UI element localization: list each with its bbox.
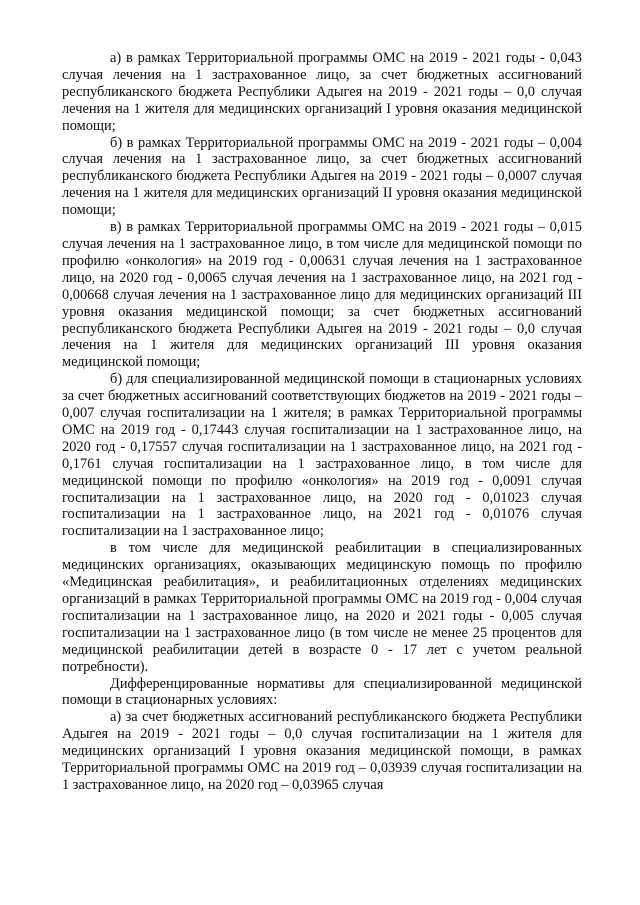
paragraph-v-day-hospital-level-3: в) в рамках Территориальной программы ОМС на 2019 - 2021 годы – 0,015 случая лечения на 1 застрахованное лицо, в том числе для медицинской помощи по профилю «онкология» на 2019 год - 0,00631 случая лечения на 1 застрахованное лицо, на 2020 год - 0,0065 случая лечения на 1 застрахованное лицо, на 2021 год - 0,00668 случая лечения на 1 застрахованное лицо для медицинских организаций III уровня оказания медицинской помощи; за счет бюджетных ассигнований республиканского бюджета Республики Адыгея на 2019 - 2021 годы – 0,0 случая лечения на 1 жителя для медицинских организаций III уровня оказания медицинской помощи;: [62, 219, 582, 371]
paragraph-differentiated-norms-heading: Дифференцированные нормативы для специализированной медицинской помощи в стационарных условиях:: [62, 675, 582, 709]
document-page: [62, 50, 582, 794]
paragraph-b-day-hospital-level-2: б) в рамках Территориальной программы ОМС на 2019 - 2021 годы – 0,004 случая лечения на 1 застрахованное лицо, за счет бюджетных ассигнований республиканского бюджета Республики Адыгея на 2019 - 2021 годы – 0,0007 случая лечения на 1 жителя для медицинских организаций II уровня оказания медицинской помощи;: [62, 134, 582, 219]
paragraph-a-inpatient-level-1: а) за счет бюджетных ассигнований республиканского бюджета Республики Адыгея на 2019 - 2021 годы – 0,0 случая госпитализации на 1 жителя для медицинских организаций I уровня оказания медицинской помощи, в рамках Территориальной программы ОМС на 2019 год – 0,03939 случая госпитализации на 1 застрахованное лицо, на 2020 год – 0,03965 случая: [62, 709, 582, 793]
paragraph-medical-rehabilitation: в том числе для медицинской реабилитации в специализированных медицинских организациях, оказывающих медицинскую помощь по профилю «Медицинская реабилитация», и реабилитационных отделениях медицинских организаций в рамках Территориальной программы ОМС на 2019 год - 0,004 случая госпитализации на 1 застрахованное лицо, на 2020 и 2021 годы - 0,005 случая госпитализации на 1 застрахованное лицо (в том числе не менее 25 процентов для медицинской реабилитации детей в возрасте 0 - 17 лет с учетом реальной потребности).: [62, 540, 582, 675]
paragraph-a-day-hospital-level-1: а) в рамках Территориальной программы ОМС на 2019 - 2021 годы - 0,043 случая лечения на 1 застрахованное лицо, за счет бюджетных ассигнований республиканского бюджета Республики Адыгея на 2019 - 2021 годы – 0,0 случая лечения на 1 жителя для медицинских организаций I уровня оказания медицинской помощи;: [62, 50, 582, 134]
paragraph-b-specialized-inpatient: б) для специализированной медицинской помощи в стационарных условиях за счет бюджетных ассигнований соответствующих бюджетов на 2019 - 2021 годы – 0,007 случая госпитализации на 1 жителя; в рамках Территориальной программы ОМС на 2019 год - 0,17443 случая госпитализации на 1 застрахованное лицо, на 2020 год - 0,17557 случая госпитализации на 1 застрахованное лицо, на 2021 год - 0,1761 случая госпитализации на 1 застрахованное лицо, в том числе для медицинской помощи по профилю «онкология» на 2019 год - 0,0091 случая госпитализации на 1 застрахованное лицо, на 2020 год - 0,01023 случая госпитализации на 1 застрахованное лицо, на 2021 год - 0,01076 случая госпитализации на 1 застрахованное лицо;: [62, 371, 582, 540]
